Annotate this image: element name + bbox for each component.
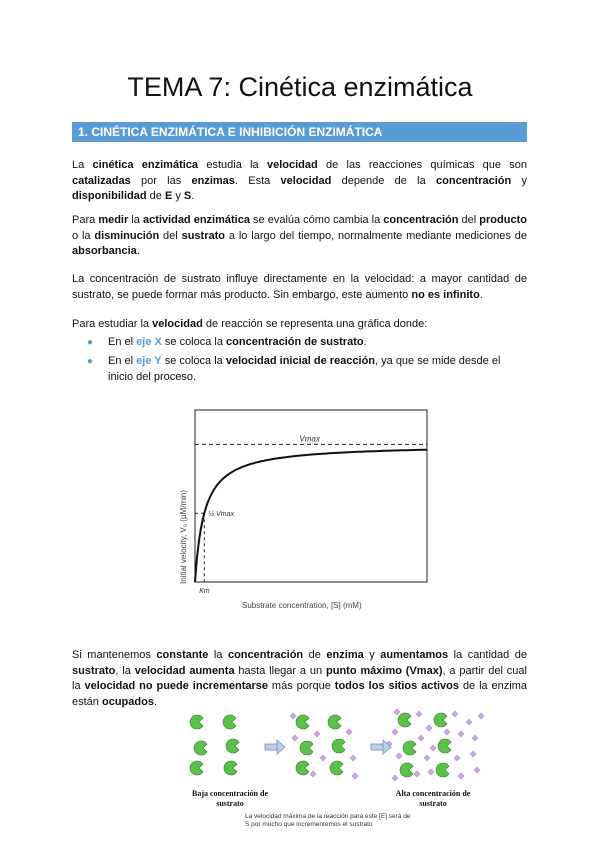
substrate-icon [478, 713, 484, 719]
substrate-icon [292, 735, 298, 741]
enzyme-icon [194, 741, 207, 755]
substrate-icon [452, 711, 458, 717]
section-heading: 1. CINÉTICA ENZIMÁTICA E INHIBICIÓN ENZIMÁTICA [72, 122, 527, 142]
enzyme-icon [398, 713, 411, 727]
substrate-icon [454, 755, 460, 761]
half-vmax-label: ½ Vmax [208, 511, 234, 519]
bullet-item: ● En el eje Y se coloca la velocidad inicial de reacción, ya que se mide desde el inicio del proceso. [87, 355, 501, 383]
arrow-right-icon [265, 740, 285, 754]
substrate-icon [466, 719, 472, 725]
page-title: TEMA 7: Cinética enzimática [127, 72, 473, 102]
enzyme-icon [296, 761, 309, 775]
enzyme-icon [328, 715, 341, 729]
x-axis-label: Substrate concentration, [S] (mM) [242, 601, 362, 610]
low-substrate-panel [190, 715, 239, 775]
enzyme-icon [400, 763, 413, 777]
substrate-icon [426, 725, 432, 731]
substrate-icon [352, 773, 358, 779]
enzyme-icon [438, 739, 451, 753]
enzyme-icon [226, 739, 239, 753]
paragraph-1: La cinética enzimática estudia la velocidad de las reacciones químicas que son catalizadas por las enzimas. Esta velocidad depende de la concentración y disponibilidad de E y S. [72, 159, 528, 202]
enzyme-icon [332, 739, 345, 753]
y-axis-label: Initial velocity, V₀ (μM/min) [179, 489, 188, 584]
substrate-icon [394, 709, 400, 715]
high-substrate-panel [386, 709, 484, 781]
substrate-icon [416, 711, 422, 717]
bullet-item: ● En el eje X se coloca la concentración de sustrato. [90, 335, 527, 351]
enzyme-icon [190, 761, 203, 775]
enzyme-saturation-figure [185, 708, 485, 783]
paragraph-5: Si mantenemos constante la concentración de enzima y aumentamos la cantidad de sustrato, la velocidad aumenta hasta llegar a un punto máximo (Vmax), a partir del cual la velocidad no puede incrementarse más porque todos los sitios activos de la enzima están ocupados. [72, 649, 528, 708]
substrate-icon [418, 735, 424, 741]
substrate-icon [424, 755, 430, 761]
paragraph-2: Para medir la actividad enzimática se evalúa cómo cambia la concentración del producto o la disminución del sustrato a lo largo del tiempo, normalmente mediante mediciones de absorbancia. [72, 214, 527, 257]
substrate-icon [392, 729, 398, 735]
enzyme-icon [224, 761, 237, 775]
substrate-icon [444, 729, 450, 735]
bullet-icon: ● [87, 356, 94, 367]
low-substrate-caption: Baja concentración de sustrato [192, 789, 268, 808]
km-label: Km [199, 588, 210, 595]
michaelis-menten-chart [170, 400, 440, 620]
substrate-icon [314, 731, 320, 737]
substrate-icon [470, 751, 476, 757]
paragraph-3: La concentración de sustrato influye directamente en la velocidad: a mayor cantidad de sustrato, se puede formar más producto. Sin embargo, este aumento no es infinito. [72, 273, 527, 301]
high-substrate-caption: Alta concentración de sustrato [395, 789, 471, 808]
substrate-icon [430, 745, 436, 751]
enzyme-icon [223, 715, 236, 729]
bullet-icon: ● [87, 337, 94, 348]
substrate-icon [474, 767, 480, 773]
enzyme-icon [330, 761, 343, 775]
substrate-icon [392, 775, 398, 781]
substrate-icon [428, 769, 434, 775]
substrate-icon [350, 755, 356, 761]
enzyme-icon [296, 715, 309, 729]
substrate-icon [290, 713, 296, 719]
substrate-icon [472, 735, 478, 741]
substrate-icon [310, 771, 316, 777]
enzyme-icon [300, 741, 313, 755]
enzyme-icon [436, 763, 449, 777]
substrate-icon [458, 773, 464, 779]
enzyme-icon [434, 713, 447, 727]
mid-substrate-panel [290, 713, 358, 779]
enzyme-icon [403, 741, 416, 755]
substrate-icon [346, 729, 352, 735]
substrate-icon [396, 753, 402, 759]
paragraph-4: Para estudiar la velocidad de reacción se representa una gráfica donde: [72, 318, 428, 330]
vmax-label: Vmax [299, 434, 320, 444]
substrate-icon [458, 731, 464, 737]
figure-note: La velocidad máxima de la reacción para este [E] será de S por mucho que incrementemos el sustrato [245, 813, 411, 828]
substrate-icon [320, 755, 326, 761]
substrate-icon [414, 771, 420, 777]
enzyme-icon [190, 715, 203, 729]
